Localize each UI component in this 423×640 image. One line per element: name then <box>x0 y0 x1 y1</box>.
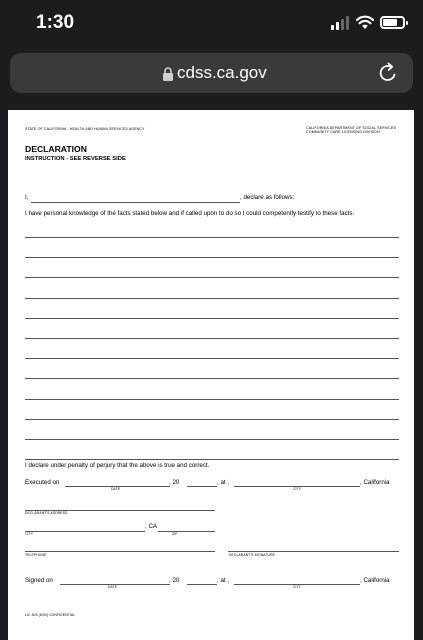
declare-prefix: I, <box>25 194 29 201</box>
form-instruction: INSTRUCTION - SEE REVERSE SIDE <box>25 156 126 162</box>
signal-bar <box>341 19 344 30</box>
address-bar[interactable] <box>10 53 413 93</box>
state-label-signed: , California <box>360 577 390 584</box>
city-field[interactable] <box>25 531 145 532</box>
year-prefix: , 20 <box>169 479 180 486</box>
signature-field[interactable] <box>228 551 399 552</box>
knowledge-statement: I have personal knowledge of the facts stated below and if called upon to do so I could competently testify to these facts. <box>25 210 355 217</box>
statement-line[interactable] <box>25 257 399 258</box>
signal-bar <box>336 22 339 30</box>
signal-bar <box>346 16 349 30</box>
statement-line[interactable] <box>25 378 399 379</box>
declaration-form <box>8 110 414 640</box>
city-caption-address: CITY <box>25 532 34 536</box>
statement-line[interactable] <box>25 439 399 440</box>
url-text: cdss.ca.gov <box>177 63 267 82</box>
statement-line[interactable] <box>25 399 399 400</box>
telephone-field[interactable] <box>25 551 215 552</box>
status-bar <box>0 0 423 48</box>
wifi-icon <box>356 14 374 30</box>
zip-field[interactable] <box>158 531 215 532</box>
statement-line[interactable] <box>25 419 399 420</box>
at-label: , at , <box>217 479 230 486</box>
statement-line[interactable] <box>25 237 399 238</box>
statement-line[interactable] <box>25 338 399 339</box>
signed-on-label: Signed on <box>25 577 53 584</box>
date-caption: DATE <box>111 487 121 491</box>
date-caption-signed: DATE <box>108 585 118 589</box>
clock: 1:30 <box>36 12 75 33</box>
signed-year-field[interactable] <box>187 584 217 585</box>
agency-header: STATE OF CALIFORNIA - HEALTH AND HUMAN SERVICES AGENCY <box>25 127 145 131</box>
statement-line[interactable] <box>25 318 399 319</box>
form-title: DECLARATION <box>25 144 87 154</box>
cellular-signal-icon <box>331 16 351 30</box>
battery-level <box>383 19 397 26</box>
statement-line[interactable] <box>25 459 399 460</box>
division-name: COMMUNITY CARE LICENSING DIVISION <box>306 130 380 135</box>
address-caption: DECLARANT'S ADDRESS <box>25 511 68 515</box>
declarant-name-field[interactable] <box>31 202 240 203</box>
telephone-caption: TELEPHONE <box>25 553 47 557</box>
browser-toolbar <box>0 48 423 100</box>
lock-icon <box>162 67 174 81</box>
signal-bar <box>331 25 334 30</box>
city-caption: CITY <box>293 487 302 491</box>
signature-caption: DECLARANT'S SIGNATURE <box>229 553 276 557</box>
department-header <box>306 126 396 135</box>
form-footer: LIC 803 (8/00) CONFIDENTIAL <box>25 613 76 617</box>
zip-caption: ZIP <box>172 532 178 536</box>
ca-label: , CA <box>145 523 158 530</box>
executed-year-field[interactable] <box>187 486 217 487</box>
declare-suffix: , declare as follows: <box>240 194 295 201</box>
state-label: , California <box>360 479 390 486</box>
executed-on-label: Executed on <box>25 479 60 486</box>
statement-line[interactable] <box>25 277 399 278</box>
statement-line[interactable] <box>25 358 399 359</box>
department-name: CALIFORNIA DEPARTMENT OF SOCIAL SERVICES <box>306 126 396 130</box>
at-label-signed: , at , <box>217 577 230 584</box>
reload-icon[interactable] <box>377 62 399 84</box>
year-prefix-signed: , 20 <box>169 577 180 584</box>
battery-icon <box>380 16 405 29</box>
statement-line[interactable] <box>25 298 399 299</box>
city-caption-signed: CITY <box>293 585 302 589</box>
perjury-statement: I declare under penalty of perjury that the above is true and correct. <box>25 462 210 469</box>
